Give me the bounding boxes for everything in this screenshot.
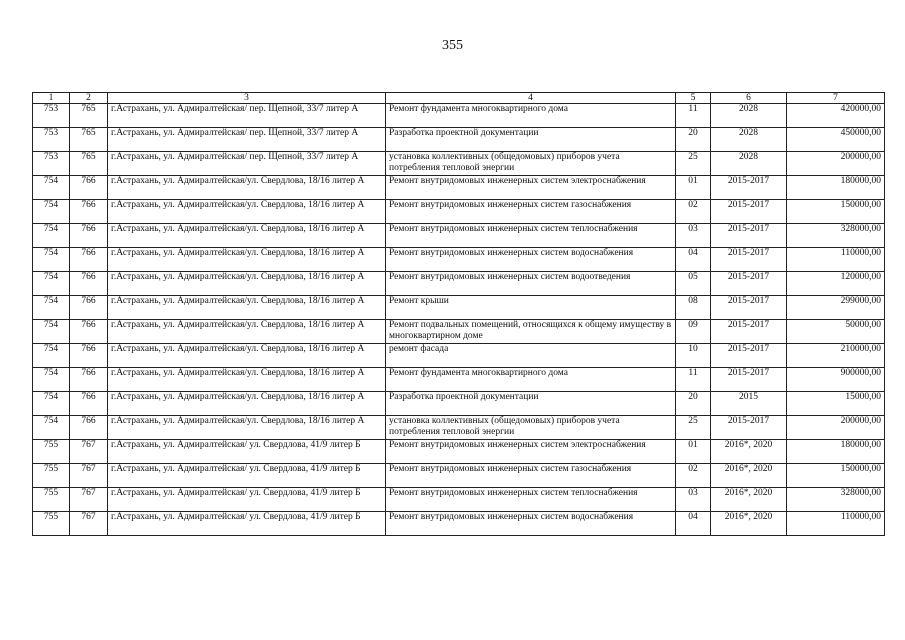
header-col-7: 7	[787, 93, 885, 104]
table-row	[33, 296, 885, 320]
cell-work-code: 09	[676, 320, 711, 344]
cell-work-type: Ремонт внутридомовых инженерных систем газоснабжения	[386, 464, 676, 488]
cell-work-code: 05	[676, 272, 711, 296]
cell-period: 2016*, 2020	[711, 512, 787, 536]
cell-address: г.Астрахань, ул. Адмиралтейская/ул. Свердлова, 18/16 литер А	[108, 200, 386, 224]
table-row	[33, 392, 885, 416]
table-row	[33, 344, 885, 368]
cell-house-id: 767	[70, 488, 108, 512]
cell-address: г.Астрахань, ул. Адмиралтейская/ул. Свердлова, 18/16 литер А	[108, 176, 386, 200]
cell-work-code: 02	[676, 200, 711, 224]
cell-house-id: 766	[70, 344, 108, 368]
table-body	[33, 104, 885, 536]
table-row	[33, 272, 885, 296]
table-row	[33, 128, 885, 152]
cell-cost: 110000,00	[787, 512, 885, 536]
cell-period: 2016*, 2020	[711, 464, 787, 488]
cell-house-id: 766	[70, 224, 108, 248]
cell-row-number: 754	[33, 320, 70, 344]
cell-cost: 328000,00	[787, 488, 885, 512]
cell-work-code: 25	[676, 152, 711, 176]
cell-cost: 420000,00	[787, 104, 885, 128]
cell-address: г.Астрахань, ул. Адмиралтейская/ пер. Щепной, 33/7 литер А	[108, 152, 386, 176]
cell-cost: 180000,00	[787, 440, 885, 464]
cell-work-code: 03	[676, 488, 711, 512]
cell-period: 2015-2017	[711, 224, 787, 248]
header-col-1: 1	[33, 93, 70, 104]
cell-work-code: 20	[676, 128, 711, 152]
table-row	[33, 512, 885, 536]
cell-row-number: 754	[33, 344, 70, 368]
cell-work-type: Ремонт крыши	[386, 296, 676, 320]
cell-row-number: 754	[33, 224, 70, 248]
cell-address: г.Астрахань, ул. Адмиралтейская/ул. Свердлова, 18/16 литер А	[108, 320, 386, 344]
cell-work-type: ремонт фасада	[386, 344, 676, 368]
cell-period: 2028	[711, 104, 787, 128]
cell-cost: 110000,00	[787, 248, 885, 272]
cell-address: г.Астрахань, ул. Адмиралтейская/ул. Свердлова, 18/16 литер А	[108, 248, 386, 272]
cell-cost: 210000,00	[787, 344, 885, 368]
cell-address: г.Астрахань, ул. Адмиралтейская/ ул. Свердлова, 41/9 литер Б	[108, 512, 386, 536]
cell-row-number: 753	[33, 104, 70, 128]
cell-row-number: 755	[33, 440, 70, 464]
cell-cost: 150000,00	[787, 464, 885, 488]
cell-address: г.Астрахань, ул. Адмиралтейская/ул. Свердлова, 18/16 литер А	[108, 296, 386, 320]
cell-work-code: 01	[676, 176, 711, 200]
cell-period: 2015-2017	[711, 296, 787, 320]
cell-address: г.Астрахань, ул. Адмиралтейская/ул. Свердлова, 18/16 литер А	[108, 416, 386, 440]
cell-row-number: 754	[33, 248, 70, 272]
cell-period: 2015-2017	[711, 200, 787, 224]
header-row	[33, 93, 885, 104]
cell-work-type: Ремонт внутридомовых инженерных систем водоснабжения	[386, 512, 676, 536]
cell-row-number: 754	[33, 296, 70, 320]
cell-house-id: 766	[70, 176, 108, 200]
cell-period: 2028	[711, 152, 787, 176]
cell-period: 2016*, 2020	[711, 488, 787, 512]
table-row	[33, 224, 885, 248]
cell-work-type: Ремонт внутридомовых инженерных систем электроснабжения	[386, 440, 676, 464]
header-col-4: 4	[386, 93, 676, 104]
cell-work-code: 02	[676, 464, 711, 488]
cell-period: 2015	[711, 392, 787, 416]
cell-period: 2015-2017	[711, 272, 787, 296]
cell-row-number: 755	[33, 464, 70, 488]
header-col-5: 5	[676, 93, 711, 104]
cell-house-id: 766	[70, 392, 108, 416]
cell-work-type: Ремонт фундамента многоквартирного дома	[386, 104, 676, 128]
table-row	[33, 368, 885, 392]
cell-work-type: Ремонт внутридомовых инженерных систем электроснабжения	[386, 176, 676, 200]
page-number: 355	[442, 38, 463, 53]
cell-work-code: 08	[676, 296, 711, 320]
cell-work-type: установка коллективных (общедомовых) приборов учета потребления тепловой энергии	[386, 416, 676, 440]
table-row	[33, 176, 885, 200]
cell-cost: 200000,00	[787, 152, 885, 176]
cell-house-id: 765	[70, 152, 108, 176]
cell-work-code: 04	[676, 248, 711, 272]
cell-house-id: 767	[70, 512, 108, 536]
cell-house-id: 767	[70, 464, 108, 488]
cell-work-code: 01	[676, 440, 711, 464]
header-col-3: 3	[108, 93, 386, 104]
cell-row-number: 753	[33, 152, 70, 176]
table-row	[33, 320, 885, 344]
cell-work-code: 11	[676, 368, 711, 392]
cell-row-number: 754	[33, 200, 70, 224]
cell-period: 2016*, 2020	[711, 440, 787, 464]
cell-row-number: 754	[33, 392, 70, 416]
cell-address: г.Астрахань, ул. Адмиралтейская/ ул. Свердлова, 41/9 литер Б	[108, 488, 386, 512]
cell-period: 2015-2017	[711, 248, 787, 272]
table-row	[33, 152, 885, 176]
works-table	[32, 92, 885, 536]
cell-period: 2028	[711, 128, 787, 152]
cell-work-type: Ремонт внутридомовых инженерных систем газоснабжения	[386, 200, 676, 224]
cell-row-number: 754	[33, 416, 70, 440]
cell-work-type: Ремонт подвальных помещений, относящихся к общему имуществу в многоквартирном доме	[386, 320, 676, 344]
cell-cost: 200000,00	[787, 416, 885, 440]
cell-house-id: 766	[70, 248, 108, 272]
table-row	[33, 248, 885, 272]
cell-house-id: 765	[70, 104, 108, 128]
cell-row-number: 754	[33, 176, 70, 200]
cell-work-type: Ремонт внутридомовых инженерных систем теплоснабжения	[386, 224, 676, 248]
cell-cost: 50000,00	[787, 320, 885, 344]
cell-cost: 450000,00	[787, 128, 885, 152]
cell-address: г.Астрахань, ул. Адмиралтейская/ул. Свердлова, 18/16 литер А	[108, 392, 386, 416]
cell-cost: 900000,00	[787, 368, 885, 392]
cell-address: г.Астрахань, ул. Адмиралтейская/ул. Свердлова, 18/16 литер А	[108, 344, 386, 368]
cell-house-id: 767	[70, 440, 108, 464]
cell-row-number: 754	[33, 272, 70, 296]
cell-row-number: 753	[33, 128, 70, 152]
cell-work-type: Ремонт фундамента многоквартирного дома	[386, 368, 676, 392]
cell-work-type: Ремонт внутридомовых инженерных систем водоснабжения	[386, 248, 676, 272]
cell-address: г.Астрахань, ул. Адмиралтейская/ пер. Щепной, 33/7 литер А	[108, 104, 386, 128]
cell-address: г.Астрахань, ул. Адмиралтейская/ пер. Щепной, 33/7 литер А	[108, 128, 386, 152]
cell-row-number: 755	[33, 488, 70, 512]
cell-work-code: 03	[676, 224, 711, 248]
table-row	[33, 464, 885, 488]
cell-address: г.Астрахань, ул. Адмиралтейская/ул. Свердлова, 18/16 литер А	[108, 368, 386, 392]
cell-cost: 150000,00	[787, 200, 885, 224]
cell-house-id: 766	[70, 368, 108, 392]
header-col-6: 6	[711, 93, 787, 104]
cell-work-code: 20	[676, 392, 711, 416]
cell-work-type: Разработка проектной документации	[386, 392, 676, 416]
cell-house-id: 766	[70, 200, 108, 224]
table-row	[33, 488, 885, 512]
cell-house-id: 766	[70, 320, 108, 344]
cell-period: 2015-2017	[711, 344, 787, 368]
table-row	[33, 416, 885, 440]
cell-work-code: 10	[676, 344, 711, 368]
cell-cost: 180000,00	[787, 176, 885, 200]
cell-period: 2015-2017	[711, 416, 787, 440]
cell-house-id: 766	[70, 272, 108, 296]
cell-work-type: Разработка проектной документации	[386, 128, 676, 152]
cell-row-number: 754	[33, 368, 70, 392]
cell-period: 2015-2017	[711, 176, 787, 200]
cell-cost: 120000,00	[787, 272, 885, 296]
cell-house-id: 766	[70, 296, 108, 320]
cell-house-id: 765	[70, 128, 108, 152]
table-row	[33, 104, 885, 128]
cell-work-type: установка коллективных (общедомовых) приборов учета потребления тепловой энергии	[386, 152, 676, 176]
cell-period: 2015-2017	[711, 320, 787, 344]
header-col-2: 2	[70, 93, 108, 104]
table-row	[33, 440, 885, 464]
cell-cost: 328000,00	[787, 224, 885, 248]
table-row	[33, 200, 885, 224]
cell-address: г.Астрахань, ул. Адмиралтейская/ул. Свердлова, 18/16 литер А	[108, 224, 386, 248]
cell-work-type: Ремонт внутридомовых инженерных систем водоотведения	[386, 272, 676, 296]
cell-house-id: 766	[70, 416, 108, 440]
cell-cost: 299000,00	[787, 296, 885, 320]
cell-address: г.Астрахань, ул. Адмиралтейская/ ул. Свердлова, 41/9 литер Б	[108, 440, 386, 464]
cell-work-code: 11	[676, 104, 711, 128]
cell-work-type: Ремонт внутридомовых инженерных систем теплоснабжения	[386, 488, 676, 512]
cell-cost: 15000,00	[787, 392, 885, 416]
cell-row-number: 755	[33, 512, 70, 536]
cell-work-code: 04	[676, 512, 711, 536]
cell-work-code: 25	[676, 416, 711, 440]
cell-address: г.Астрахань, ул. Адмиралтейская/ ул. Свердлова, 41/9 литер Б	[108, 464, 386, 488]
cell-period: 2015-2017	[711, 368, 787, 392]
cell-address: г.Астрахань, ул. Адмиралтейская/ул. Свердлова, 18/16 литер А	[108, 272, 386, 296]
